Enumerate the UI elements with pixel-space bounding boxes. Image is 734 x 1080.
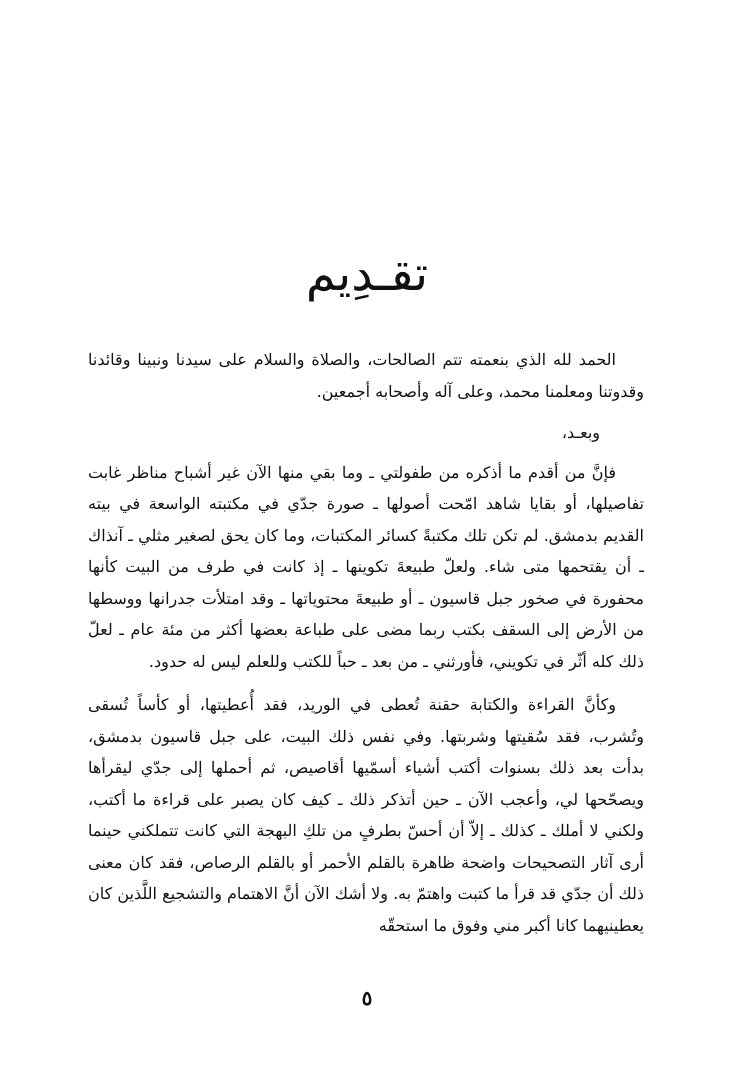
body-text — [88, 344, 644, 941]
paragraph-gap — [88, 677, 644, 689]
salutation: وبعـد، — [561, 423, 600, 442]
intro-paragraph: الحمد لله الذي بنعمته تتم الصالحات، والصلاة والسلام على سيدنا ونبينا وقائدنا وقدوتنا ومعلمنا محمد، وعلى آله وأصحابه أجمعين. — [88, 350, 644, 401]
page-number: ٥ — [361, 986, 373, 1010]
paragraph-childhood-library: فإنَّ من أقدم ما أذكره من طفولتي ـ وما بقي منها الآن غير أشباح مناظر غابت تفاصيلها، أو بقايا شاهد امّحت أصولها ـ صورة جدّي في مكتبته الواسعة في بيته القديم بدمشق. لم تكن تلك مكتبةً كسائر المكتبات، وما كان يحق لصغير مثلي ـ آنذاك ـ أن يقتحمها متى شاء. ولعلّ طبيعةَ تكوينها ـ إذ كانت في طرف من البيت كأنها محفورة في صخور جبل قاسيون ـ أو طبيعةَ محتوياتها ـ وقد امتلأت جدرانها ووسطها من الأرض إلى السقف بكتب ربما مضى على طباعة بعضها أكثر من مئة عام ـ لعلّ ذلك كله أثّر في تكويني، فأورثني ـ من بعد ـ حباً للكتب وللعلم ليس له حدود. — [88, 462, 644, 671]
paragraph-reading-writing: وكأنَّ القراءة والكتابة حقنة تُعطى في الوريد، فقد أُعطيتها، أو كأساً تُسقى وتُشرب، فقد سُقيتها وشربتها. وفي نفس ذلك البيت، على جبل قاسيون بدمشق، بدأت بعد ذلك بسنوات أكتب أشياء أسمّيها أقاصيص، ثم أحملها إلى جدّي ليقرأها ويصحّحها لي، وأعجب الآن ـ حين أتذكر ذلك ـ كيف كان يصبر على قراءة ما أكتب، ولكني لا أملك ـ كذلك ـ إلاّ أن أحسّ بطرفٍ من تلكِ البهجة التي كانت تتملكني حينما أرى آثار التصحيحات واضحة ظاهرة بالقلم الأحمر أو بالقلم الرصاص، فقد كان معنى ذلك أن جدّي قد قرأ ما كتبت واهتمّ به. ولا أشك الآن أنَّ الاهتمام والتشجيع اللَّذين كان يعطينيهما كانا أكبر مني وفوق ما استحقّه — [88, 695, 644, 935]
page-title: تقـدِيم — [305, 246, 429, 303]
